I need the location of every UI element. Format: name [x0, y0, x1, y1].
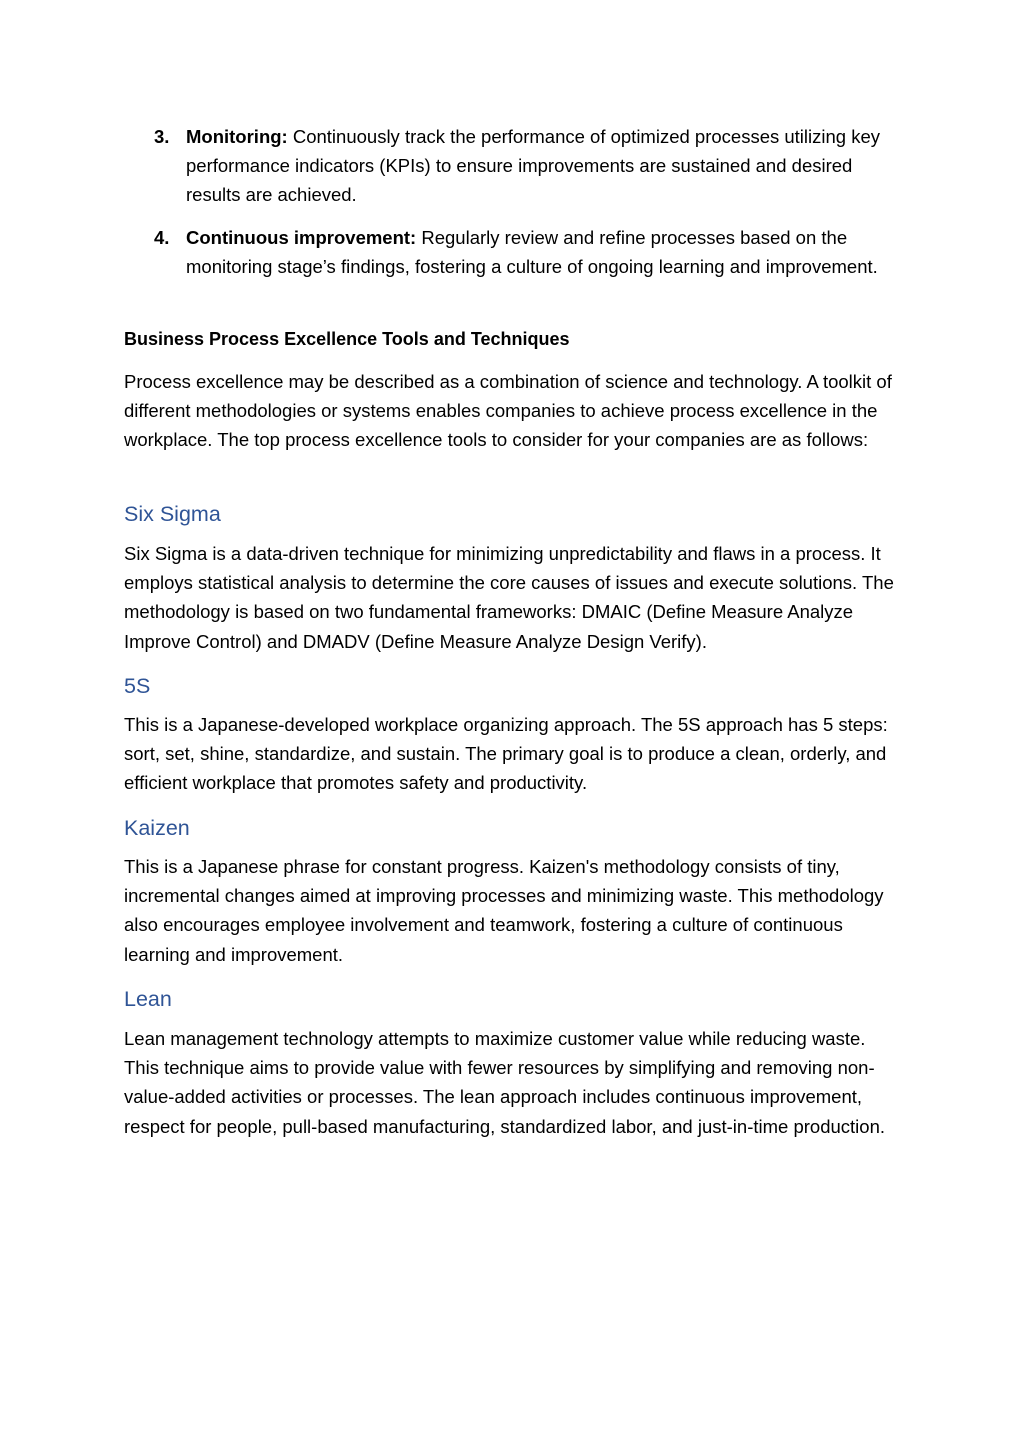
list-item-body	[186, 223, 899, 281]
list-item-text: Continuously track the performance of optimized processes utilizing key performance indicators (KPIs) to ensure improvements are sustained and desired results are achieved.	[186, 126, 880, 206]
intro-paragraph: Process excellence may be described as a combination of science and technology. A toolkit of different methodologies or systems enables companies to achieve process excellence in the workplace. The top process excellence tools to consider for your companies are as follows:	[124, 371, 892, 451]
section-heading-lean: Lean	[124, 987, 172, 1011]
list-item-monitoring	[154, 122, 899, 210]
section-body-lean: Lean management technology attempts to maximize customer value while reducing waste. This technique aims to provide value with fewer resources by simplifying and removing non-value-added activities or processes. The lean approach includes continuous improvement, respect for people, pull-based manufacturing, standardized labor, and just-in-time production.	[124, 1028, 885, 1137]
list-item-lead: Continuous improvement:	[186, 227, 417, 248]
section-body-six-sigma: Six Sigma is a data-driven technique for minimizing unpredictability and flaws in a process. It employs statistical analysis to determine the core causes of issues and execute solutions. The methodology is based on two fundamental frameworks: DMAIC (Define Measure Analyze Improve Control) and DMADV (Define Measure Analyze Design Verify).	[124, 543, 894, 652]
section-heading-5s: 5S	[124, 674, 151, 698]
list-number: 3.	[154, 126, 170, 147]
section-heading-kaizen: Kaizen	[124, 816, 190, 840]
list-item-body	[186, 122, 899, 210]
list-item-text: Regularly review and refine processes based on the monitoring stage’s findings, fostering a culture of ongoing learning and improvement.	[186, 227, 878, 278]
list-number: 4.	[154, 227, 170, 248]
list-item-continuous-improvement	[154, 223, 899, 281]
section-body-5s: This is a Japanese-developed workplace organizing approach. The 5S approach has 5 steps: sort, set, shine, standardize, and sustain. The primary goal is to produce a clean, orderly, and efficient workplace that promotes safety and productivity.	[124, 714, 888, 794]
section-body-kaizen: This is a Japanese phrase for constant progress. Kaizen's methodology consists of tiny, incremental changes aimed at improving processes and minimizing waste. This methodology also encourages employee involvement and teamwork, fostering a culture of continuous learning and improvement.	[124, 856, 884, 965]
tools-heading: Business Process Excellence Tools and Techniques	[124, 329, 570, 349]
section-heading-six-sigma: Six Sigma	[124, 502, 221, 526]
list-item-lead: Monitoring:	[186, 126, 288, 147]
